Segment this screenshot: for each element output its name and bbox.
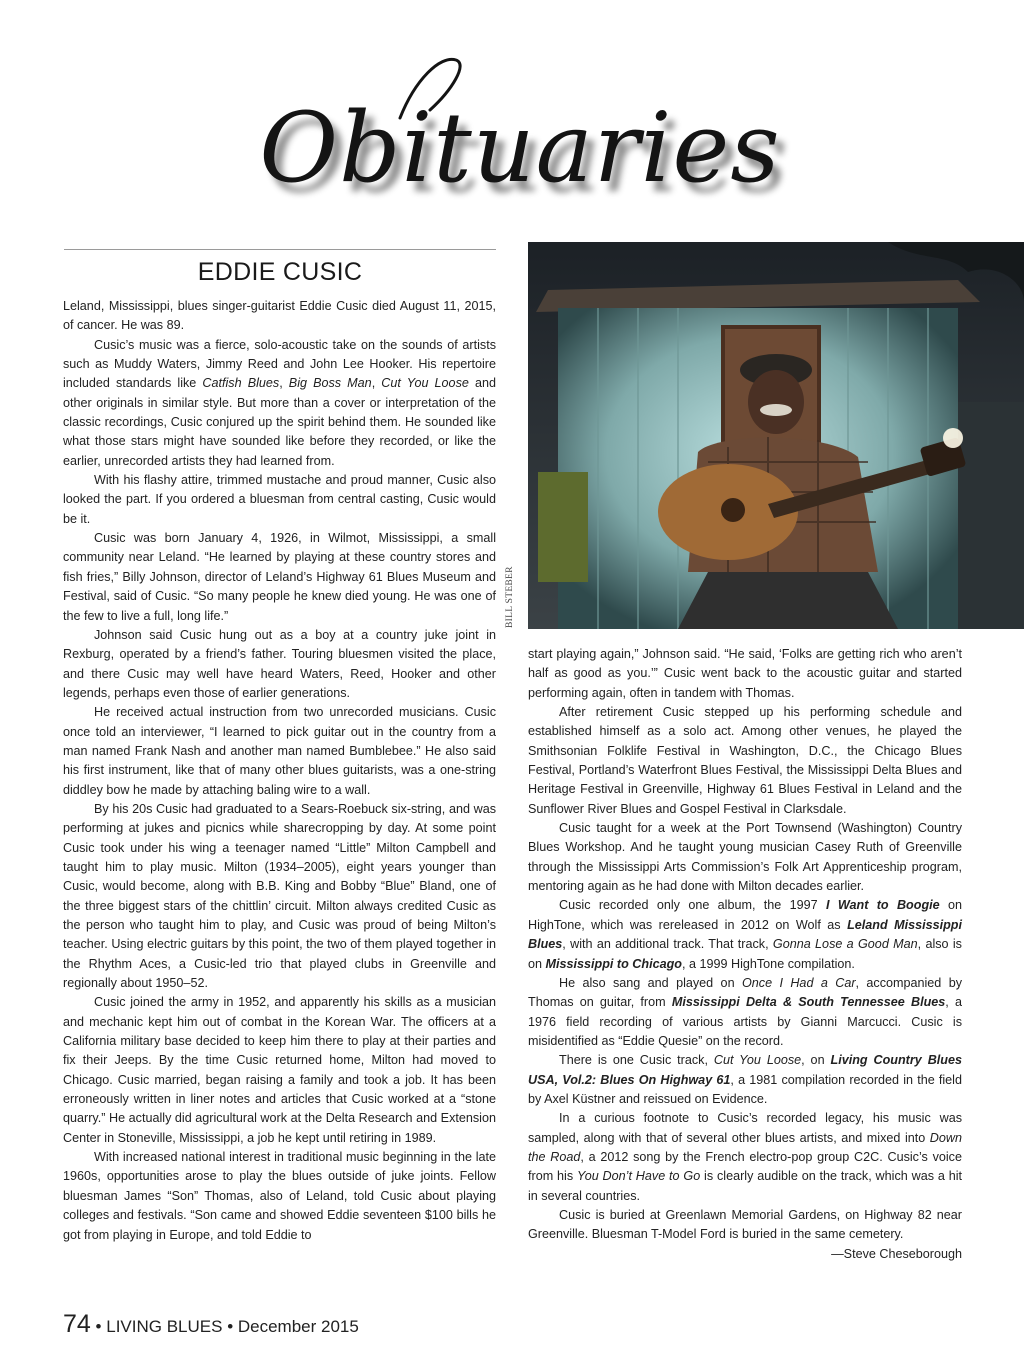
paragraph-text: Cusic is buried at Greenlawn Memorial Gardens, on Highway 82 near Greenville. Bluesman T-Model Ford is buried in the same cemetery. xyxy=(528,1207,962,1242)
body-paragraph xyxy=(528,703,962,819)
footer-separator: • xyxy=(95,1317,102,1336)
left-column xyxy=(63,297,496,1245)
body-paragraph xyxy=(528,1109,962,1206)
body-paragraph xyxy=(528,1206,962,1245)
body-paragraph xyxy=(63,703,496,800)
musician-with-guitar-illustration xyxy=(528,242,1024,629)
body-paragraph xyxy=(63,336,496,471)
title-reference: Once I Had a Car xyxy=(741,975,856,990)
right-column xyxy=(528,645,962,1264)
portrait-photo xyxy=(528,242,1024,629)
body-paragraph xyxy=(63,993,496,1148)
article-headline: EDDIE CUSIC xyxy=(197,258,363,286)
paragraph-text: Cusic joined the army in 1952, and apparently his skills as a musician and mechanic kept him out of combat in the Korean War. The officers at a California military base decided to keep him there to play at their parties and fix their Jeeps. By the time Cusic returned home, Milton had moved to Chicago. Cusic married, began raising a family and took a job. It has been erroneously written in liner notes and articles that Cusic worked at a “stone quarry.” He actually did agricultural work at the Delta Research and Extension Center in Stoneville, Mississippi, a job he kept until retiring in 1989. xyxy=(63,995,496,1145)
paragraph-text: is clearly audible on the track, which was a hit in several countries. xyxy=(528,1169,962,1203)
title-reference: Leland Mississippi Blues xyxy=(528,917,962,952)
title-reference: Big Boss Man xyxy=(288,376,372,391)
paragraph-text: on HighTone, which was rereleased in 2012 on Wolf as xyxy=(528,898,963,932)
paragraph-text: , on xyxy=(801,1053,831,1068)
page-footer xyxy=(63,1310,359,1339)
body-paragraph xyxy=(63,529,496,626)
magazine-name: LIVING BLUES xyxy=(106,1317,223,1336)
paragraph-text: Cusic was born January 4, 1926, in Wilmot, Mississippi, a small community near Leland. “He learned by playing at these country stores and fish fries,” Billy Johnson, director of Leland’s Highway 61 Blues Museum and Festival, said of Cusic. “So many people he knew died young. He was one of the few to live a full, long life.” xyxy=(63,531,496,623)
body-paragraph xyxy=(528,645,962,703)
title-reference: Living Country Blues USA, Vol.2: Blues On Highway 61 xyxy=(528,1053,962,1087)
paragraph-text: , xyxy=(371,376,382,391)
title-reference: Gonna Lose a Good Man xyxy=(772,937,918,952)
paragraph-text: He received actual instruction from two unrecorded musicians. Cusic once told an interviewer, “I learned to pick guitar out in the country from a man named Frank Nash and another man named Bumblebee.” He also said his first instrument, like that of many other blues guitarists, was a one-string diddley bow he made by attaching baling wire to a wall. xyxy=(63,705,496,797)
paragraph-text: In a curious footnote to Cusic’s recorded legacy, his music was sampled, along with that of several other blues artists, and mixed into xyxy=(528,1111,962,1145)
section-title: Obituaries xyxy=(259,92,781,204)
body-paragraph xyxy=(63,1148,496,1245)
paragraph-text: , with an additional track. That track, xyxy=(562,937,773,952)
paragraph-text: , xyxy=(279,376,289,391)
body-paragraph xyxy=(528,896,962,973)
paragraph-text: By his 20s Cusic had graduated to a Sears-Roebuck six-string, and was performing at jukes and picnics while sharecropping by day. At some point Cusic took under his wing a teenager named “Little” Milton Campbell and taught him to play music. Milton (1934–2005), eight years younger than Cusic, would become, along with B.B. King and Bobby “Blue” Bland, one of the three biggest stars of the chittlin’ circuit. Milton always credited Cusic as the person who taught him to play, and Cusic was proud of being Milton’s teacher. Using electric guitars by this point, the two of them played together in the Rhythm Aces, a Cusic-led trio that played clubs in Greenville and regionally about 1950–52. xyxy=(63,801,496,991)
paragraph-text: , accompanied by Thomas on guitar, from xyxy=(528,975,962,1010)
paragraph-text: and other originals in similar style. But more than a cover or interpretation of the classic recordings, Cusic conjured up the spirit behind them. He sounded like what those stars might have sounded like before they recorded, or like the earlier, unrecorded artists they had learned from. xyxy=(63,376,496,468)
body-paragraph xyxy=(528,974,962,1051)
paragraph-text: , a 1999 HighTone compilation. xyxy=(681,956,855,971)
title-reference: I Want to Boogie xyxy=(826,898,940,913)
body-paragraph xyxy=(528,819,962,896)
paragraph-text: Cusic taught for a week at the Port Townsend (Washington) Country Blues Workshop. And he taught young musician Casey Ruth of Greenville through the Mississippi Arts Commission’s Folk Art Apprenticeship program, mentoring again as he had done with Milton decades earlier. xyxy=(528,821,962,894)
paragraph-text: , a 1981 compilation recorded in the field by Axel Küstner and reissued on Evidence. xyxy=(528,1072,962,1106)
paragraph-text: , also is on xyxy=(528,937,962,971)
title-reference: Catfish Blues xyxy=(202,376,280,391)
footer-separator: • xyxy=(227,1317,234,1336)
body-paragraph xyxy=(63,297,496,336)
paragraph-text: He also sang and played on xyxy=(559,975,742,990)
masthead xyxy=(0,50,1024,220)
photo-credit: BILL STEBER xyxy=(505,566,515,628)
paragraph-text: , a 1976 field recording of various artists by Gianni Marcucci. Cusic is misidentified as “Eddie Quesie” on the record. xyxy=(528,995,962,1048)
issue-date: December 2015 xyxy=(237,1317,359,1336)
paragraph-text: After retirement Cusic stepped up his performing schedule and established himself as a solo act. Among other venues, he played the Smithsonian Folklife Festival in Washington, D.C., the Chicago Blues Festival, Portland’s Waterfront Blues Festival, the Mississippi Delta Blues and Heritage Festival in Greenville, Highway 61 Blues Festival in Leland and the Sunflower River Blues and Gospel Festival in Clarksdale. xyxy=(528,705,962,816)
headline-rule xyxy=(64,249,496,250)
body-paragraph xyxy=(63,471,496,529)
title-reference: Cut You Loose xyxy=(381,376,469,391)
title-reference: Mississippi Delta & South Tennessee Blues xyxy=(671,995,946,1010)
paragraph-text: With his flashy attire, trimmed mustache and proud manner, Cusic also looked the part. If you ordered a bluesman from central casting, Cusic would be it. xyxy=(63,473,496,526)
paragraph-text: start playing again,” Johnson said. “He said, ‘Folks are getting rich who aren’t half as good as you.’” Cusic went back to the acoustic guitar and started performing again, often in tandem with Thomas. xyxy=(528,647,962,700)
body-paragraph xyxy=(63,800,496,993)
paragraph-text: Cusic’s music was a fierce, solo-acoustic take on the sounds of artists such as Muddy Waters, Jimmy Reed and John Lee Hooker. His repertoire included standards like xyxy=(63,337,496,391)
paragraph-text: There is one Cusic track, xyxy=(559,1053,714,1068)
paragraph-text: Johnson said Cusic hung out as a boy at a country juke joint in Rexburg, operated by a friend’s father. Touring bluesmen visited the place, and there Cusic may well have heard Waters, Reed, Hooker and other legends, perhaps even those of earlier generations. xyxy=(63,627,496,700)
author-signoff: —Steve Cheseborough xyxy=(831,1246,962,1261)
body-paragraph xyxy=(528,1051,962,1109)
paragraph-text: Leland, Mississippi, blues singer-guitarist Eddie Cusic died August 11, 2015, of cancer. He was 89. xyxy=(63,299,496,333)
paragraph-text: With increased national interest in traditional music beginning in the late 1960s, opportunities arose to play the blues outside of juke joints. Fellow bluesman James “Son” Thomas, also of Leland, told Cusic about playing colleges and festivals. “Son came and showed Eddie seventeen $100 bills he got from playing in Europe, and told Eddie to xyxy=(63,1150,496,1242)
title-reference: You Don’t Have to Go xyxy=(576,1169,701,1184)
title-reference: Down the Road xyxy=(528,1130,962,1164)
paragraph-text: , a 2012 song by the French electro-pop group C2C. Cusic’s voice from his xyxy=(528,1149,962,1184)
paragraph-text: Cusic recorded only one album, the 1997 xyxy=(559,898,827,913)
title-reference: Cut You Loose xyxy=(713,1053,802,1068)
body-paragraph xyxy=(63,626,496,703)
page-number: 74 xyxy=(63,1310,91,1338)
title-reference: Mississippi to Chicago xyxy=(545,956,682,971)
